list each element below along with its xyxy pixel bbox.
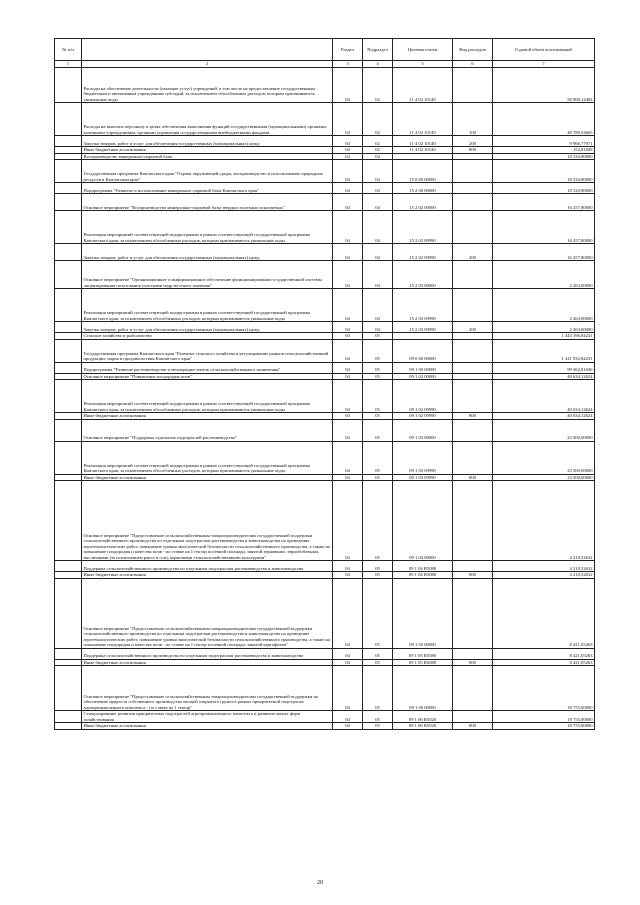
cell-num bbox=[55, 160, 82, 183]
cell-target-article: 09 1 02 00000 bbox=[393, 373, 453, 380]
cell-name: Основное мероприятие "Поддержка отдельных подотраслей растениеводства" bbox=[82, 419, 333, 441]
cell-expense-type bbox=[453, 666, 493, 711]
cell-expense-type bbox=[453, 160, 493, 183]
cell-podrazdel: 05 bbox=[363, 474, 393, 481]
cell-num bbox=[55, 380, 82, 413]
cell-podrazdel: 02 bbox=[363, 136, 393, 147]
page-number: 20 bbox=[317, 880, 323, 886]
cell-podrazdel: 05 bbox=[363, 362, 393, 373]
header-row bbox=[55, 39, 595, 61]
header-target-article: Целевая статья bbox=[393, 39, 453, 61]
cell-target-article: 09 1 06 00000 bbox=[393, 666, 453, 711]
cell-num bbox=[55, 419, 82, 441]
cell-name: Основное мероприятие "Повышение плодородия почв" bbox=[82, 373, 333, 380]
cell-expense-type: 200 bbox=[453, 244, 493, 261]
header-name bbox=[82, 39, 333, 61]
cell-num bbox=[55, 711, 82, 723]
cell-annual-amount: 40 634,12624 bbox=[493, 413, 595, 420]
cell-target-article: 09 1 03 09990 bbox=[393, 441, 453, 474]
budget-table-container bbox=[54, 38, 594, 730]
cell-annual-amount: 99 362,81046 bbox=[493, 362, 595, 373]
cell-annual-amount: 58 900,14484 bbox=[493, 68, 595, 103]
cell-target-article: 15 2 03 09990 bbox=[393, 289, 453, 322]
cell-name: Закупка товаров, работ и услуг для обеспечения государственных (муниципальных) нужд bbox=[82, 244, 333, 261]
cell-num bbox=[55, 244, 82, 261]
cell-razdel: 04 bbox=[333, 572, 363, 579]
column-index: 7 bbox=[493, 61, 595, 68]
cell-expense-type bbox=[453, 261, 493, 289]
cell-podrazdel: 04 bbox=[363, 261, 393, 289]
cell-target-article: 11 4 02 10140 bbox=[393, 68, 453, 103]
cell-num bbox=[55, 723, 82, 730]
cell-annual-amount: 18 755,00000 bbox=[493, 711, 595, 723]
cell-target-article: 15 2 02 09990 bbox=[393, 244, 453, 261]
header-annual-amount: Годовой объем ассигнований bbox=[493, 39, 595, 61]
cell-podrazdel: 05 bbox=[363, 659, 393, 666]
cell-annual-amount: 8 421,05263 bbox=[493, 648, 595, 659]
cell-expense-type: 800 bbox=[453, 723, 493, 730]
table-row bbox=[55, 289, 595, 322]
cell-podrazdel: 05 bbox=[363, 648, 393, 659]
cell-name: Стимулирование развития приоритетных подотраслей агропромышленного комплекса и развитие малых форм хозяйствования bbox=[82, 711, 333, 723]
cell-annual-amount: 18 520,80000 bbox=[493, 160, 595, 183]
table-row bbox=[55, 322, 595, 333]
cell-podrazdel: 04 bbox=[363, 211, 393, 244]
cell-num bbox=[55, 578, 82, 648]
cell-name: Реализация мероприятий соответствующей подпрограммы в рамках соответствующей государственной программы Камчатского края, за исключением обособленных расходов, которым присваиваются уникальные коды bbox=[82, 441, 333, 474]
cell-razdel: 04 bbox=[333, 373, 363, 380]
cell-razdel: 04 bbox=[333, 362, 363, 373]
cell-name: Основное мероприятие "Предоставление сельскохозяйственным товаропроизводителям государственной поддержки на обеспечение прироста собственного производства овощей открытого грунта в рамках приоритетной подотрасли агропромышленного комплекса - по ставке на 1 гектар" bbox=[82, 666, 333, 711]
cell-podrazdel: 05 bbox=[363, 561, 393, 572]
cell-target-article: 15 2 03 09990 bbox=[393, 322, 453, 333]
column-index: 2 bbox=[82, 61, 333, 68]
cell-podrazdel: 05 bbox=[363, 373, 393, 380]
cell-name: Поддержка сельскохозяйственного производства по отдельным подотраслям растениеводства и животноводства bbox=[82, 561, 333, 572]
cell-annual-amount: 16 257,80000 bbox=[493, 244, 595, 261]
cell-expense-type bbox=[453, 211, 493, 244]
cell-target-article: 15 2 00 00000 bbox=[393, 183, 453, 194]
cell-annual-amount: 152,81848 bbox=[493, 147, 595, 154]
cell-razdel: 04 bbox=[333, 711, 363, 723]
table-row bbox=[55, 362, 595, 373]
header-num: № п/п bbox=[55, 39, 82, 61]
cell-expense-type bbox=[453, 648, 493, 659]
cell-razdel: 04 bbox=[333, 578, 363, 648]
cell-razdel: 04 bbox=[333, 441, 363, 474]
cell-num bbox=[55, 648, 82, 659]
table-row bbox=[55, 419, 595, 441]
cell-annual-amount: 4 210,52632 bbox=[493, 572, 595, 579]
cell-name: Иные бюджетные ассигнования bbox=[82, 147, 333, 154]
cell-razdel: 04 bbox=[333, 648, 363, 659]
cell-expense-type bbox=[453, 481, 493, 561]
cell-podrazdel: 05 bbox=[363, 723, 393, 730]
cell-name: Иные бюджетные ассигнования bbox=[82, 659, 333, 666]
cell-target-article: 15 0 00 00000 bbox=[393, 160, 453, 183]
cell-num bbox=[55, 666, 82, 711]
cell-expense-type bbox=[453, 183, 493, 194]
cell-expense-type: 800 bbox=[453, 659, 493, 666]
cell-podrazdel: 02 bbox=[363, 68, 393, 103]
cell-target-article: 15 2 03 00000 bbox=[393, 261, 453, 289]
cell-target-article: 09 1 04 R5080 bbox=[393, 561, 453, 572]
cell-expense-type: 200 bbox=[453, 322, 493, 333]
cell-podrazdel: 04 bbox=[363, 289, 393, 322]
cell-name: Государственная программа Камчатского края "Развитие сельского хозяйства и регулирование рынков сельскохозяйственной продукции, сырья и продовольствия Камчатского края" bbox=[82, 339, 333, 362]
budget-table bbox=[54, 38, 595, 730]
cell-annual-amount: 48 780,54665 bbox=[493, 103, 595, 136]
cell-annual-amount: 2 263,00000 bbox=[493, 289, 595, 322]
cell-target-article: 09 1 04 R5080 bbox=[393, 572, 453, 579]
cell-num bbox=[55, 339, 82, 362]
cell-expense-type bbox=[453, 578, 493, 648]
cell-name: Основное мероприятие "Организационное и информационное обеспечение функционирования государственной системы лицензирования пользования участками недр местного значения" bbox=[82, 261, 333, 289]
cell-target-article: 11 4 02 10140 bbox=[393, 136, 453, 147]
cell-annual-amount: 18 520,80000 bbox=[493, 153, 595, 160]
cell-annual-amount: 40 634,12624 bbox=[493, 373, 595, 380]
cell-razdel: 04 bbox=[333, 561, 363, 572]
cell-name: Иные бюджетные ассигнования bbox=[82, 572, 333, 579]
cell-annual-amount: 18 755,00000 bbox=[493, 666, 595, 711]
cell-annual-amount: 16 257,80000 bbox=[493, 194, 595, 211]
cell-target-article: 11 4 02 10140 bbox=[393, 147, 453, 154]
cell-target-article: 11 4 02 10140 bbox=[393, 103, 453, 136]
cell-name: Реализация мероприятий соответствующей подпрограммы в рамках соответствующей государственной программы Камчатского края, за исключением обособленных расходов, которым присваиваются уникальные коды bbox=[82, 289, 333, 322]
cell-annual-amount: 1 341 932,84231 bbox=[493, 339, 595, 362]
cell-name: Расходы на обеспечение деятельности (оказание услуг) учреждений, в том числе на предоставление государственным бюджетным и автономным учреждениям субсидий, за исключением обособленных расходов, которым присваиваются уникальные коды bbox=[82, 68, 333, 103]
cell-podrazdel: 05 bbox=[363, 666, 393, 711]
table-row bbox=[55, 183, 595, 194]
cell-target-article: 09 1 00 00000 bbox=[393, 362, 453, 373]
cell-name: Подпрограмма "Развитие и использование минерально-сырьевой базы Камчатского края" bbox=[82, 183, 333, 194]
cell-annual-amount: 8 421,05263 bbox=[493, 659, 595, 666]
column-index: 1 bbox=[55, 61, 82, 68]
cell-target-article: 09 1 05 00000 bbox=[393, 578, 453, 648]
cell-num bbox=[55, 194, 82, 211]
column-index: 3 bbox=[333, 61, 363, 68]
cell-razdel: 04 bbox=[333, 481, 363, 561]
cell-target-article: 09 0 00 00000 bbox=[393, 339, 453, 362]
cell-target-article: 09 1 04 00000 bbox=[393, 481, 453, 561]
table-row bbox=[55, 578, 595, 648]
cell-annual-amount: 2 263,00000 bbox=[493, 261, 595, 289]
cell-razdel: 04 bbox=[333, 194, 363, 211]
cell-podrazdel: 04 bbox=[363, 183, 393, 194]
cell-target-article: 09 1 06 R5020 bbox=[393, 723, 453, 730]
cell-num bbox=[55, 289, 82, 322]
cell-razdel: 04 bbox=[333, 413, 363, 420]
table-row bbox=[55, 261, 595, 289]
cell-num bbox=[55, 183, 82, 194]
cell-name: Основное мероприятие "Предоставление сельскохозяйственным товаропроизводителям государственной поддержки сельскохозяйственного производства по отдельным подотраслям растениеводства и животноводства на проведение агротехнологических работ, повышение уровня экологической безопасности сельскохозяйственного производства, а также на повышение плодородия и качества почв - по ставке на 1 гектар посевной площади, занятой картофелем" bbox=[82, 578, 333, 648]
cell-num bbox=[55, 561, 82, 572]
cell-expense-type bbox=[453, 380, 493, 413]
table-row bbox=[55, 211, 595, 244]
cell-annual-amount: 23 500,00000 bbox=[493, 474, 595, 481]
cell-razdel: 04 bbox=[333, 183, 363, 194]
cell-expense-type: 800 bbox=[453, 474, 493, 481]
cell-name: Поддержка сельскохозяйственного производства по отдельным подотраслям растениеводства и животноводства bbox=[82, 648, 333, 659]
cell-expense-type: 800 bbox=[453, 572, 493, 579]
cell-name: Подпрограмма "Развитие растениеводства и мелиорации земель сельскохозяйственного назначения" bbox=[82, 362, 333, 373]
cell-num bbox=[55, 322, 82, 333]
cell-podrazdel: 05 bbox=[363, 419, 393, 441]
cell-expense-type: 800 bbox=[453, 413, 493, 420]
cell-name: Основное мероприятие "Предоставление сельскохозяйственным товаропроизводителям государственной поддержки сельскохозяйственного производства по отдельным подотраслям растениеводства и животноводства на проведение агротехнологических работ, повышение уровня экологической безопасности сельскохозяйственного производства, а также на повышение плодородия и качества почв - по ставке на 1 гектар посевной площади, занятой зерновыми, зернобобовыми, масличными (за исключением рапса и сои), кормовыми сельскохозяйственными культурами" bbox=[82, 481, 333, 561]
cell-expense-type: 200 bbox=[453, 136, 493, 147]
cell-expense-type bbox=[453, 419, 493, 441]
cell-target-article: 09 1 06 R5020 bbox=[393, 711, 453, 723]
cell-num bbox=[55, 362, 82, 373]
cell-razdel: 04 bbox=[333, 147, 363, 154]
cell-razdel: 04 bbox=[333, 103, 363, 136]
cell-razdel: 04 bbox=[333, 666, 363, 711]
table-row bbox=[55, 136, 595, 147]
cell-expense-type: 100 bbox=[453, 103, 493, 136]
cell-target-article: 15 2 02 00000 bbox=[393, 194, 453, 211]
cell-name: Расходы на выплаты персоналу в целях обеспечения выполнения функций государственными (муниципальными) органами, казенными учреждениями, органами управления государственными внебюджетными фондами bbox=[82, 103, 333, 136]
cell-target-article: 09 1 02 09990 bbox=[393, 380, 453, 413]
cell-podrazdel: 05 bbox=[363, 481, 393, 561]
cell-expense-type bbox=[453, 68, 493, 103]
cell-razdel: 04 bbox=[333, 68, 363, 103]
column-index: 6 bbox=[453, 61, 493, 68]
table-row bbox=[55, 194, 595, 211]
cell-name: Государственная программа Камчатского края "Охрана окружающей среды, воспроизводство и использование природных ресурсов в Камчатском крае" bbox=[82, 160, 333, 183]
cell-annual-amount: 18 755,00000 bbox=[493, 723, 595, 730]
column-index: 4 bbox=[363, 61, 393, 68]
cell-razdel: 04 bbox=[333, 322, 363, 333]
cell-razdel: 04 bbox=[333, 474, 363, 481]
cell-podrazdel: 05 bbox=[363, 572, 393, 579]
cell-razdel: 04 bbox=[333, 153, 363, 160]
cell-razdel: 04 bbox=[333, 136, 363, 147]
cell-podrazdel: 05 bbox=[363, 339, 393, 362]
cell-podrazdel: 04 bbox=[363, 160, 393, 183]
cell-name: Закупка товаров, работ и услуг для обеспечения государственных (муниципальных) нужд bbox=[82, 136, 333, 147]
cell-name: Сельское хозяйство и рыболовство bbox=[82, 333, 333, 340]
cell-razdel: 04 bbox=[333, 659, 363, 666]
cell-target-article: 09 1 02 09990 bbox=[393, 413, 453, 420]
cell-name: Реализация мероприятий соответствующей подпрограммы в рамках соответствующей государственной программы Камчатского края, за исключением обособленных расходов, которым присваиваются уникальные коды bbox=[82, 380, 333, 413]
cell-annual-amount: 8 421,05263 bbox=[493, 578, 595, 648]
cell-target-article: 09 1 03 09990 bbox=[393, 474, 453, 481]
cell-razdel: 04 bbox=[333, 289, 363, 322]
cell-razdel: 04 bbox=[333, 380, 363, 413]
cell-podrazdel: 05 bbox=[363, 413, 393, 420]
table-row bbox=[55, 481, 595, 561]
cell-name: Закупка товаров, работ и услуг для обеспечения государственных (муниципальных) нужд bbox=[82, 322, 333, 333]
cell-podrazdel: 04 bbox=[363, 244, 393, 261]
cell-annual-amount: 4 210,52632 bbox=[493, 481, 595, 561]
cell-num bbox=[55, 68, 82, 103]
cell-annual-amount: 2 263,00000 bbox=[493, 322, 595, 333]
table-row bbox=[55, 380, 595, 413]
table-row bbox=[55, 723, 595, 730]
cell-razdel: 04 bbox=[333, 244, 363, 261]
cell-annual-amount: 9 966,77971 bbox=[493, 136, 595, 147]
cell-annual-amount: 23 500,00000 bbox=[493, 419, 595, 441]
cell-name: Реализация мероприятий соответствующей подпрограммы в рамках соответствующей государственной программы Камчатского края, за исключением обособленных расходов, которым присваиваются уникальные коды bbox=[82, 211, 333, 244]
table-row bbox=[55, 160, 595, 183]
table-row bbox=[55, 711, 595, 723]
cell-num bbox=[55, 211, 82, 244]
header-podrazdel: Подраздел bbox=[363, 39, 393, 61]
cell-razdel: 04 bbox=[333, 419, 363, 441]
cell-target-article: 09 1 05 R5080 bbox=[393, 659, 453, 666]
cell-annual-amount: 18 520,80000 bbox=[493, 183, 595, 194]
cell-target-article: 15 2 02 09990 bbox=[393, 211, 453, 244]
cell-num bbox=[55, 481, 82, 561]
cell-annual-amount: 23 500,00000 bbox=[493, 441, 595, 474]
cell-name: Иные бюджетные ассигнования bbox=[82, 723, 333, 730]
table-row bbox=[55, 561, 595, 572]
cell-num bbox=[55, 261, 82, 289]
table-row bbox=[55, 648, 595, 659]
cell-annual-amount: 4 210,52632 bbox=[493, 561, 595, 572]
cell-razdel: 04 bbox=[333, 261, 363, 289]
table-row bbox=[55, 103, 595, 136]
table-row bbox=[55, 339, 595, 362]
cell-expense-type bbox=[453, 441, 493, 474]
cell-podrazdel: 02 bbox=[363, 147, 393, 154]
cell-razdel: 04 bbox=[333, 723, 363, 730]
table-row bbox=[55, 666, 595, 711]
cell-razdel: 04 bbox=[333, 211, 363, 244]
cell-expense-type bbox=[453, 711, 493, 723]
table-body bbox=[55, 68, 595, 730]
cell-expense-type bbox=[453, 289, 493, 322]
cell-podrazdel: 02 bbox=[363, 103, 393, 136]
cell-annual-amount: 1 443 196,84231 bbox=[493, 333, 595, 340]
cell-podrazdel: 04 bbox=[363, 194, 393, 211]
cell-num bbox=[55, 103, 82, 136]
cell-annual-amount: 16 257,80000 bbox=[493, 211, 595, 244]
cell-num bbox=[55, 136, 82, 147]
cell-podrazdel: 04 bbox=[363, 153, 393, 160]
table-row bbox=[55, 244, 595, 261]
cell-razdel: 04 bbox=[333, 160, 363, 183]
cell-name: Основное мероприятие "Воспроизводство минерально-сырьевой базы твердых полезных ископаемых" bbox=[82, 194, 333, 211]
header-razdel: Раздел bbox=[333, 39, 363, 61]
cell-podrazdel: 05 bbox=[363, 711, 393, 723]
cell-podrazdel: 05 bbox=[363, 578, 393, 648]
cell-podrazdel: 04 bbox=[363, 322, 393, 333]
cell-expense-type bbox=[453, 362, 493, 373]
cell-expense-type: 800 bbox=[453, 147, 493, 154]
cell-expense-type bbox=[453, 561, 493, 572]
table-row bbox=[55, 68, 595, 103]
cell-name: Воспроизводство минерально-сырьевой базы bbox=[82, 153, 333, 160]
column-index-row bbox=[55, 61, 595, 68]
cell-podrazdel: 05 bbox=[363, 380, 393, 413]
column-index: 5 bbox=[393, 61, 453, 68]
cell-podrazdel: 05 bbox=[363, 441, 393, 474]
cell-name: Иные бюджетные ассигнования bbox=[82, 474, 333, 481]
cell-expense-type bbox=[453, 194, 493, 211]
cell-razdel: 04 bbox=[333, 333, 363, 340]
cell-expense-type bbox=[453, 339, 493, 362]
cell-razdel: 04 bbox=[333, 339, 363, 362]
cell-target-article: 09 1 05 R5080 bbox=[393, 648, 453, 659]
cell-target-article: 09 1 03 00000 bbox=[393, 419, 453, 441]
cell-name: Иные бюджетные ассигнования bbox=[82, 413, 333, 420]
cell-num bbox=[55, 441, 82, 474]
cell-annual-amount: 40 634,12624 bbox=[493, 380, 595, 413]
cell-podrazdel: 05 bbox=[363, 333, 393, 340]
header-expense-type: Вид расходов bbox=[453, 39, 493, 61]
table-row bbox=[55, 441, 595, 474]
